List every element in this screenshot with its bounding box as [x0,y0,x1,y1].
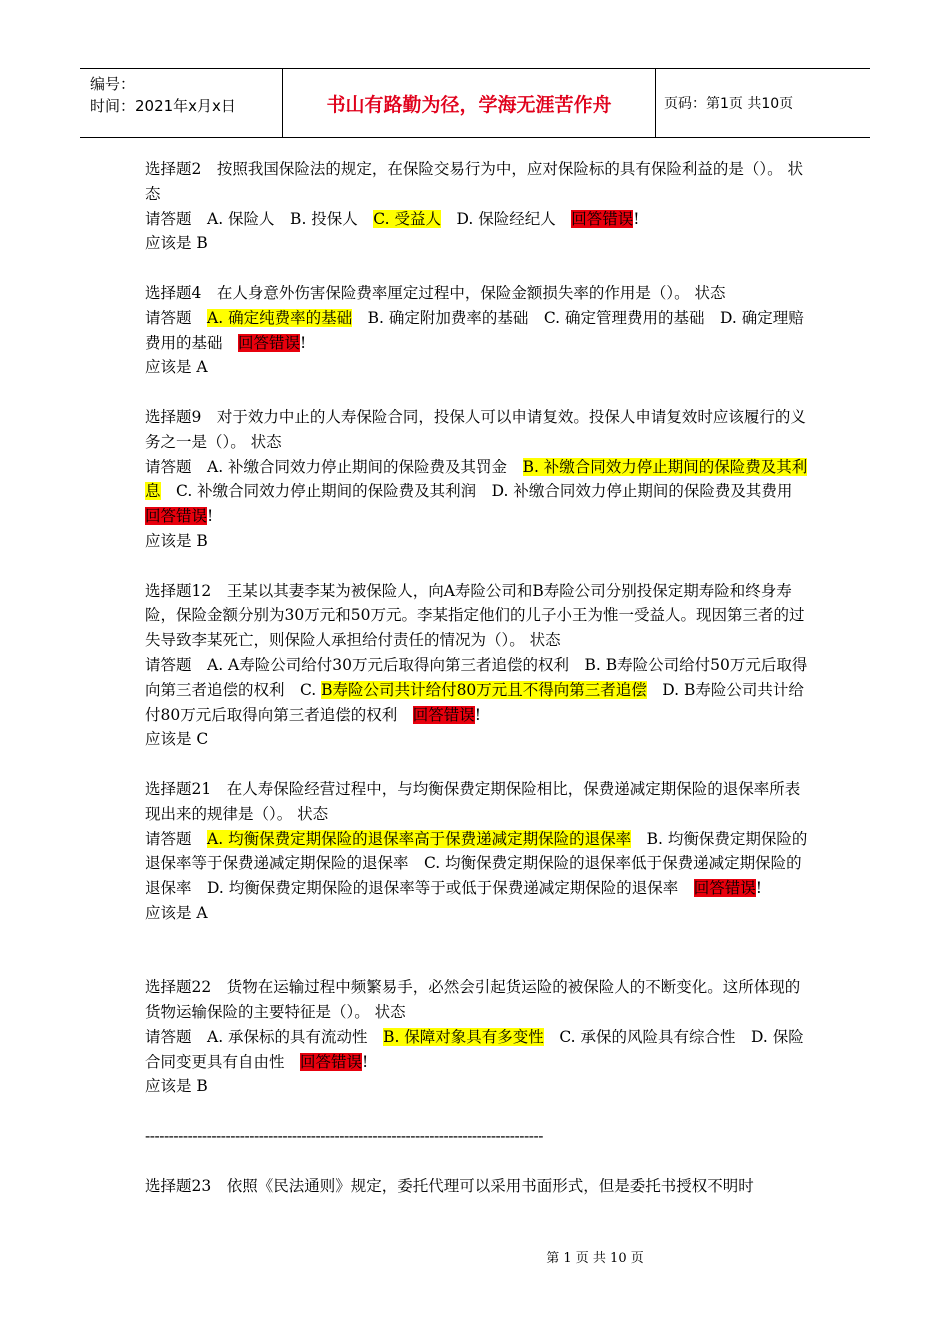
exclamation: ! [755,879,762,898]
answer-options [145,827,810,901]
question-stem: 选择题4 在人身意外伤害保险费率厘定过程中，保险金额损失率的作用是（）。 状态 [145,283,726,302]
wrong-answer-badge: 回答错误 [300,1052,363,1071]
options-prefix: 请答题 A. 承保标的具有流动性 [145,1027,384,1046]
wrong-answer-badge: 回答错误 [238,333,301,352]
options-prefix: 请答题 A. 保险人 B. 投保人 [145,209,374,228]
question-block [145,405,810,554]
page-header [80,68,870,138]
answer-options [145,207,810,232]
options-prefix: 请答题 A. 补缴合同效力停止期间的保险费及其罚金 [145,457,523,476]
header-page-info: 页码：第1页 共10页 [664,96,794,112]
header-motto: 书山有路勤为径，学海无涯苦作舟 [282,69,656,137]
correct-option: B. 保障对象具有多变性 [383,1027,544,1046]
correct-option: B. 补缴合同效力停止期间的保险费及其利息 [145,457,808,501]
exclamation: ! [474,705,481,724]
question-stem: 选择题9 对于效力中止的人寿保险合同，投保人可以申请复效。投保人申请复效时应该履行的义务之一是（）。 状态 [145,407,806,451]
correct-answer: 应该是 A [145,903,208,922]
correct-answer: 应该是 B [145,234,208,253]
wrong-answer-badge: 回答错误 [412,705,475,724]
separator-line: ------------------------------------------------------------------------------------ [145,1127,543,1146]
answer-options [145,306,810,356]
options-suffix: B. 确定附加费率的基础 C. 确定管理费用的基础 D. 确定理赔费用的基础 [145,308,804,352]
answer-options [145,1025,810,1075]
document-body [145,157,810,1198]
question-stem: 选择题12 王某以其妻李某为被保险人，向A寿险公司和B寿险公司分别投保定期寿险和终身寿险，保险金额分别为30万元和50万元。李某指定他们的儿子小王为惟一受益人。现因第三者的过失导致李某死亡，则保险人承担给付责任的情况为（）。 状态 [145,581,805,650]
wrong-answer-badge: 回答错误 [571,209,634,228]
exclamation: ! [362,1052,369,1071]
correct-answer: 应该是 B [145,531,208,550]
correct-option: C. 受益人 [373,209,441,228]
exclamation: ! [633,209,640,228]
question-block [145,157,810,256]
correct-answer: 应该是 B [145,1077,208,1096]
answer-options [145,653,810,727]
question-block [145,975,810,1099]
options-suffix: C. 承保的风险具有综合性 D. 保险合同变更具有自由性 [145,1027,804,1071]
correct-option: A. 确定纯费率的基础 [207,308,353,327]
options-suffix: B. 均衡保费定期保险的退保率等于保费递减定期保险的退保率 C. 均衡保费定期保险的退保率低于保费递减定期保险的退保率 D. 均衡保费定期保险的退保率等于或低于保费递减定期保险的退保率 [145,829,808,898]
correct-option: A. 均衡保费定期保险的退保率高于保费递减定期保险的退保率 [207,829,632,848]
wrong-answer-badge: 回答错误 [145,507,208,526]
question-block [145,579,810,753]
question-stem: 选择题22 货物在运输过程中频繁易手，必然会引起货运险的被保险人的不断变化。这所体现的货物运输保险的主要特征是（）。 状态 [145,978,801,1022]
options-suffix: C. 补缴合同效力停止期间的保险费及其利润 D. 补缴合同效力停止期间的保险费及其费用 [160,482,808,501]
options-suffix: D. 保险经纪人 [440,209,572,228]
code-label: 编号： [90,75,136,93]
date-label: 时间：2021年x月x日 [90,97,236,115]
question-stem: 选择题23 依照《民法通则》规定，委托代理可以采用书面形式，但是委托书授权不明时 [145,1176,754,1195]
question-block [145,777,810,926]
page-footer: 第 1 页 共 10 页 [546,1251,644,1266]
question-block [145,281,810,380]
answer-options [145,455,810,529]
correct-answer: 应该是 C [145,730,209,749]
exclamation: ! [207,507,214,526]
options-prefix: 请答题 [145,308,208,327]
correct-option: B寿险公司共计给付80万元且不得向第三者追偿 [321,680,647,699]
wrong-answer-badge: 回答错误 [693,879,756,898]
question-stem: 选择题2 按照我国保险法的规定，在保险交易行为中，应对保险标的具有保险利益的是（）。 状态 [145,160,804,203]
question-stem: 选择题21 在人寿保险经营过程中，与均衡保费定期保险相比，保费递减定期保险的退保率所表现出来的规律是（）。 状态 [145,779,801,823]
correct-answer: 应该是 A [145,358,208,377]
options-prefix: 请答题 A. A寿险公司给付30万元后取得向第三者追偿的权利 B. B寿险公司给付50万元后取得向第三者追偿的权利 C. [145,655,808,699]
header-meta [80,69,282,137]
options-prefix: 请答题 [145,829,208,848]
exclamation: ! [300,333,307,352]
options-suffix: D. B寿险公司共计给付80万元后取得向第三者追偿的权利 [145,680,804,724]
